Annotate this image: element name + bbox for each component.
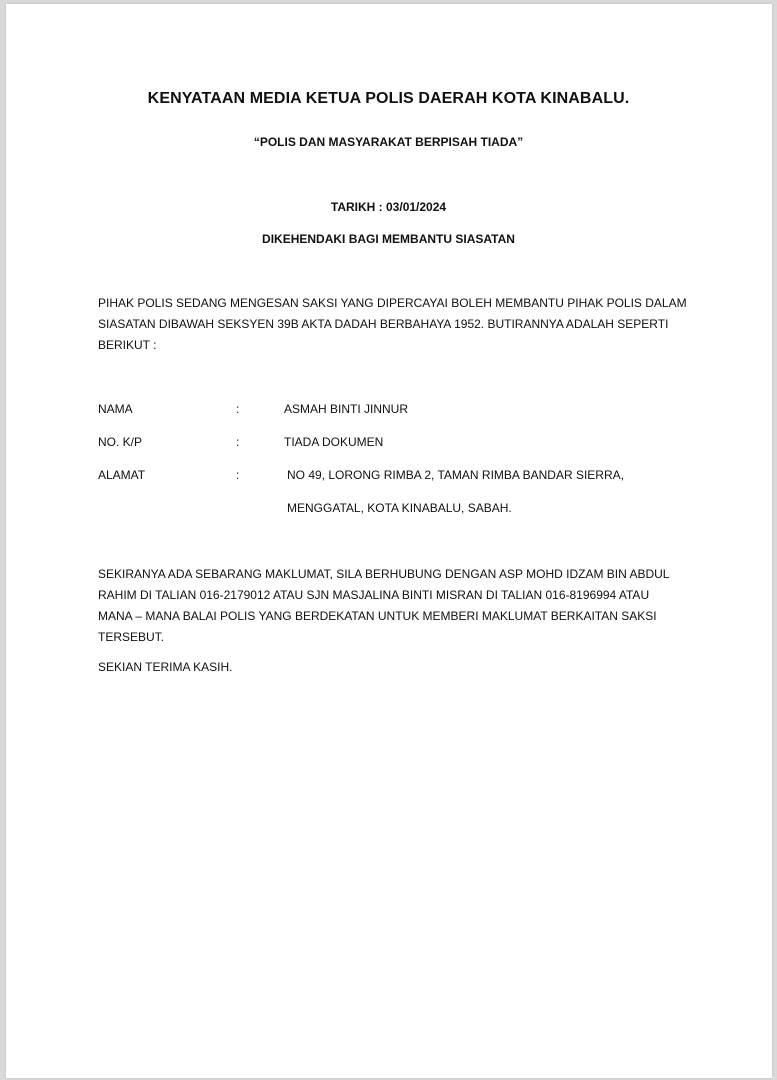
intro-line-3: BERIKUT :: [98, 338, 157, 352]
intro-line-1: PIHAK POLIS SEDANG MENGESAN SAKSI YANG DIPERCAYAI BOLEH MEMBANTU PIHAK POLIS DALAM: [98, 296, 687, 310]
contact-line-2: RAHIM DI TALIAN 016-2179012 ATAU SJN MASJALINA BINTI MISRAN DI TALIAN 016-8196994 ATAU: [98, 588, 650, 602]
contact-line-4: TERSEBUT.: [98, 630, 165, 644]
address-line-1: NO 49, LORONG RIMBA 2, TAMAN RIMBA BANDAR SIERRA,: [287, 468, 624, 482]
ic-separator: :: [236, 435, 240, 449]
document-title: KENYATAAN MEDIA KETUA POLIS DAERAH KOTA KINABALU.: [147, 90, 630, 107]
name-value: ASMAH BINTI JINNUR: [284, 402, 409, 416]
document-page: [6, 4, 772, 1078]
address-label: ALAMAT: [98, 468, 146, 482]
name-separator: :: [236, 402, 240, 416]
address-separator: :: [236, 468, 240, 482]
contact-line-3: MANA – MANA BALAI POLIS YANG BERDEKATAN UNTUK MEMBERI MAKLUMAT BERKAITAN SAKSI: [98, 609, 657, 623]
address-line-2: MENGGATAL, KOTA KINABALU, SABAH.: [287, 501, 512, 515]
statement-subject: DIKEHENDAKI BAGI MEMBANTU SIASATAN: [262, 232, 515, 246]
name-label: NAMA: [98, 402, 133, 416]
closing-text: SEKIAN TERIMA KASIH.: [98, 660, 233, 674]
contact-line-1: SEKIRANYA ADA SEBARANG MAKLUMAT, SILA BERHUBUNG DENGAN ASP MOHD IDZAM BIN ABDUL: [98, 567, 670, 581]
intro-line-2: SIASATAN DIBAWAH SEKSYEN 39B AKTA DADAH BERBAHAYA 1952. BUTIRANNYA ADALAH SEPERTI: [98, 317, 669, 331]
statement-date: TARIKH : 03/01/2024: [330, 200, 447, 214]
police-motto: “POLIS DAN MASYARAKAT BERPISAH TIADA”: [253, 135, 524, 149]
ic-label: NO. K/P: [98, 435, 143, 449]
ic-value: TIADA DOKUMEN: [284, 435, 384, 449]
